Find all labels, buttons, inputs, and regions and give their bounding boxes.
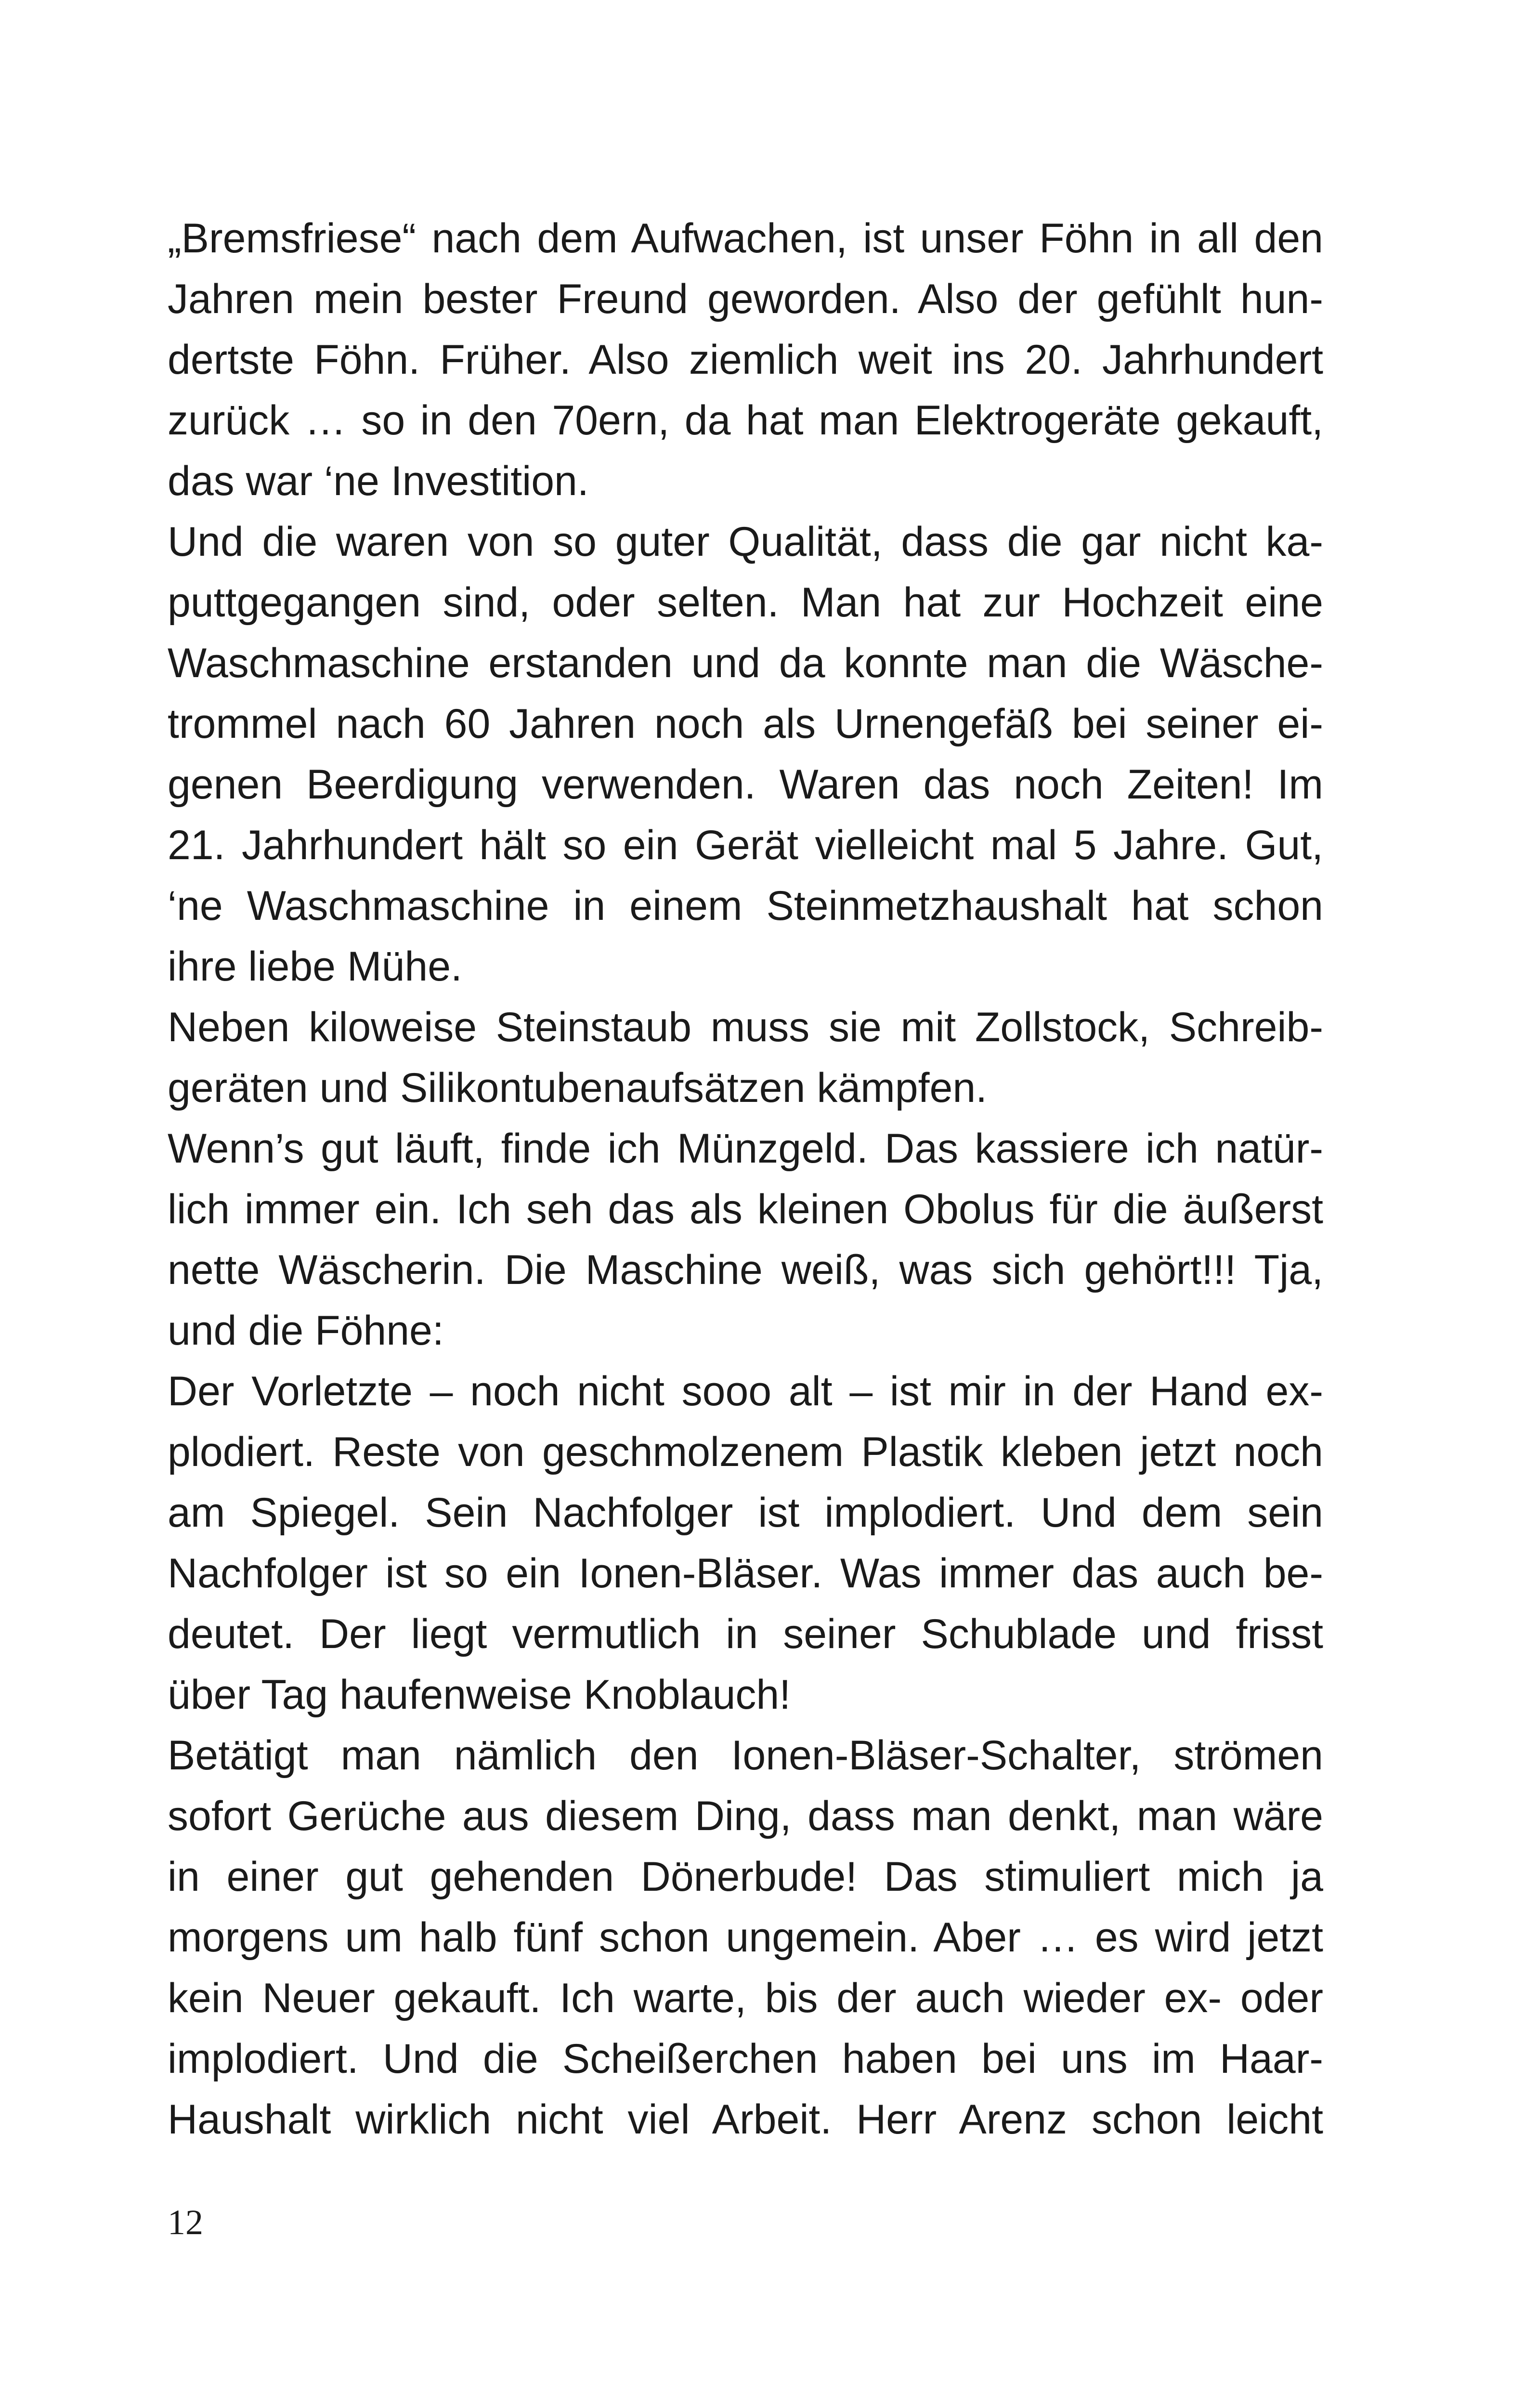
text-line: nette Wäscherin. Die Maschine weiß, was sich gehört!!! Tja, <box>168 1247 1323 1293</box>
text-line: dertste Föhn. Früher. Also ziemlich weit ins 20. Jahrhundert <box>168 337 1323 383</box>
text-line: Betätigt man nämlich den Ionen-Bläser-Schalter, strömen <box>168 1732 1323 1779</box>
text-line: zurück … so in den 70ern, da hat man Elektrogeräte gekauft, <box>168 397 1323 444</box>
text-line: ihre liebe Mühe. <box>168 943 462 990</box>
text-line: puttgegangen sind, oder selten. Man hat zur Hochzeit eine <box>168 579 1323 626</box>
text-line: Nachfolger ist so ein Ionen-Bläser. Was immer das auch be- <box>168 1550 1323 1597</box>
text-line: Neben kiloweise Steinstaub muss sie mit Zollstock, Schreib- <box>168 1004 1323 1050</box>
body-text <box>168 208 1323 2150</box>
text-line: Und die waren von so guter Qualität, dass die gar nicht ka- <box>168 519 1323 565</box>
text-line: geräten und Silikontubenaufsätzen kämpfen. <box>168 1065 988 1111</box>
text-line: Der Vorletzte – noch nicht sooo alt – ist mir in der Hand ex- <box>168 1368 1323 1414</box>
text-line: Waschmaschine erstanden und da konnte man die Wäsche- <box>168 640 1323 686</box>
text-line: in einer gut gehenden Dönerbude! Das stimuliert mich ja <box>168 1854 1323 1900</box>
text-line: über Tag haufenweise Knoblauch! <box>168 1672 791 1718</box>
text-line: lich immer ein. Ich seh das als kleinen Obolus für die äußerst <box>168 1186 1323 1232</box>
page-number: 12 <box>168 2203 203 2242</box>
text-line: Wenn’s gut läuft, finde ich Münzgeld. Das kassiere ich natür- <box>168 1125 1323 1172</box>
text-line: „Bremsfriese“ nach dem Aufwachen, ist unser Föhn in all den <box>168 215 1323 262</box>
text-line: genen Beerdigung verwenden. Waren das noch Zeiten! Im <box>168 761 1323 808</box>
text-line: Jahren mein bester Freund geworden. Also der gefühlt hun- <box>168 276 1323 322</box>
text-line: implodiert. Und die Scheißerchen haben bei uns im Haar- <box>168 2036 1323 2082</box>
text-line: plodiert. Reste von geschmolzenem Plastik kleben jetzt noch <box>168 1429 1323 1475</box>
text-line: das war ‘ne Investition. <box>168 458 589 504</box>
text-line: deutet. Der liegt vermutlich in seiner Schublade und frisst <box>168 1611 1323 1657</box>
text-line: am Spiegel. Sein Nachfolger ist implodiert. Und dem sein <box>168 1490 1323 1536</box>
text-line: morgens um halb fünf schon ungemein. Aber … es wird jetzt <box>168 1914 1323 1961</box>
text-line: kein Neuer gekauft. Ich warte, bis der auch wieder ex- oder <box>168 1975 1323 2021</box>
text-line: 21. Jahrhundert hält so ein Gerät vielleicht mal 5 Jahre. Gut, <box>168 822 1323 868</box>
text-line: Haushalt wirklich nicht viel Arbeit. Herr Arenz schon leicht <box>168 2096 1323 2143</box>
text-line: ‘ne Waschmaschine in einem Steinmetzhaushalt hat schon <box>168 883 1323 929</box>
text-line: und die Föhne: <box>168 1308 444 1354</box>
text-line: trommel nach 60 Jahren noch als Urnengefäß bei seiner ei- <box>168 701 1323 747</box>
text-line: sofort Gerüche aus diesem Ding, dass man denkt, man wäre <box>168 1793 1323 1839</box>
